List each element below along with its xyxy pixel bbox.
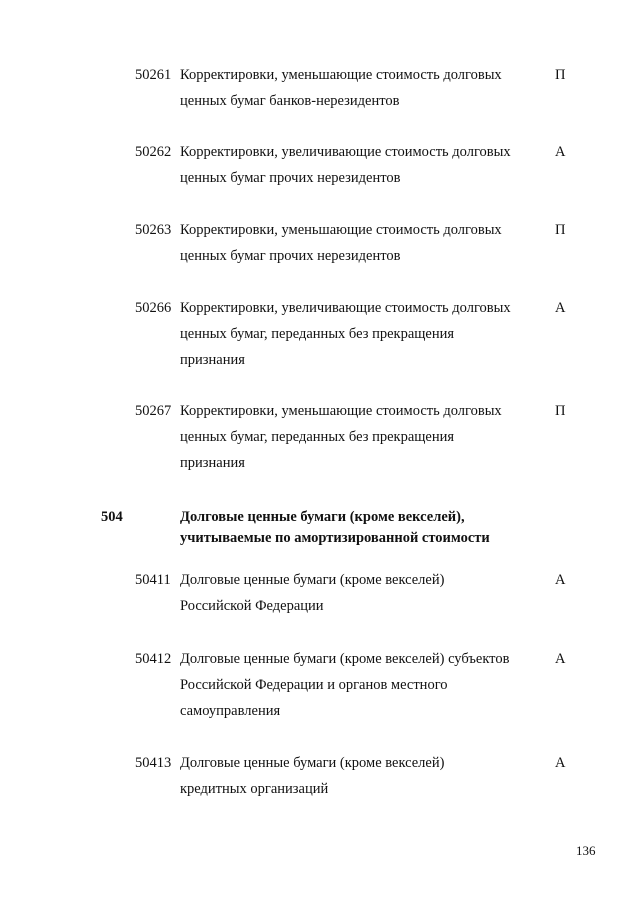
- account-type: А: [555, 651, 566, 667]
- account-name: [180, 62, 540, 114]
- account-name: [180, 646, 540, 724]
- account-type: П: [555, 67, 566, 83]
- account-name-line: Долговые ценные бумаги (кроме векселей) субъектов: [180, 651, 510, 667]
- account-name-line: Российской Федерации: [180, 598, 324, 614]
- account-code: 50267: [135, 403, 172, 419]
- account-name-line: Корректировки, увеличивающие стоимость долговых: [180, 300, 511, 316]
- account-type: А: [555, 300, 566, 316]
- account-name-line: Корректировки, уменьшающие стоимость долговых: [180, 222, 502, 238]
- account-name: [180, 295, 540, 373]
- section-code: 504: [101, 509, 123, 525]
- account-type: А: [555, 572, 566, 588]
- account-name-line: признания: [180, 455, 245, 471]
- account-name-line: кредитных организаций: [180, 781, 329, 797]
- account-name-line: Корректировки, уменьшающие стоимость долговых: [180, 67, 502, 83]
- section-title-line: учитываемые по амортизированной стоимости: [180, 530, 490, 546]
- account-code: 50413: [135, 755, 172, 771]
- account-name-line: Долговые ценные бумаги (кроме векселей): [180, 572, 445, 588]
- account-name-line: ценных бумаг прочих нерезидентов: [180, 248, 401, 264]
- account-code: 50411: [135, 572, 171, 588]
- account-type: А: [555, 144, 566, 160]
- account-code: 50263: [135, 222, 172, 238]
- account-name-line: Долговые ценные бумаги (кроме векселей): [180, 755, 445, 771]
- account-name-line: ценных бумаг прочих нерезидентов: [180, 170, 401, 186]
- account-name-line: ценных бумаг банков-нерезидентов: [180, 93, 400, 109]
- account-code: 50266: [135, 300, 172, 316]
- account-type: П: [555, 403, 566, 419]
- account-name: [180, 139, 540, 191]
- section-title-line: Долговые ценные бумаги (кроме векселей),: [180, 509, 465, 525]
- account-name: [180, 398, 540, 476]
- account-name-line: самоуправления: [180, 703, 281, 719]
- account-name: [180, 567, 540, 619]
- account-name-line: ценных бумаг, переданных без прекращения: [180, 429, 455, 445]
- account-code: 50262: [135, 144, 172, 160]
- account-name: [180, 750, 540, 802]
- account-name-line: ценных бумаг, переданных без прекращения: [180, 326, 455, 342]
- account-name: [180, 217, 540, 269]
- page-number: 136: [576, 843, 596, 858]
- account-name-line: признания: [180, 352, 245, 368]
- account-type: А: [555, 755, 566, 771]
- account-name-line: Корректировки, увеличивающие стоимость долговых: [180, 144, 511, 160]
- section-title: [180, 507, 560, 549]
- account-type: П: [555, 222, 566, 238]
- account-name-line: Корректировки, уменьшающие стоимость долговых: [180, 403, 502, 419]
- account-name-line: Российской Федерации и органов местного: [180, 677, 448, 693]
- account-code: 50261: [135, 67, 172, 83]
- account-code: 50412: [135, 651, 172, 667]
